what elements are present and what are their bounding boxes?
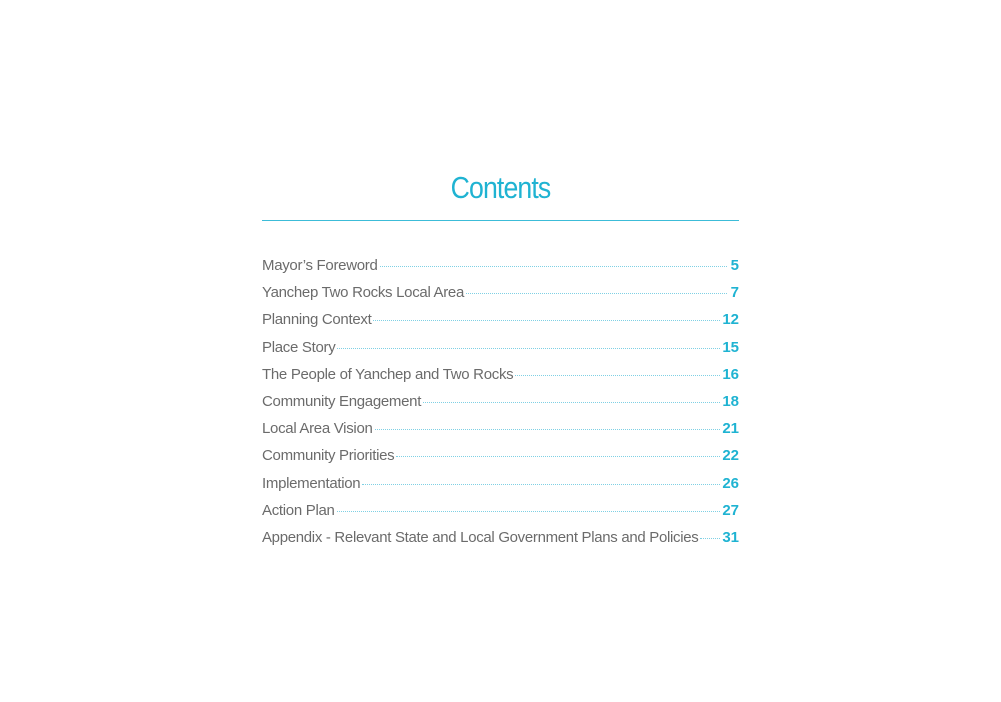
dot-leader	[375, 429, 721, 430]
toc-entry-community-priorities[interactable]	[262, 446, 739, 473]
title-divider	[262, 220, 739, 221]
toc-entry-page-number: 15	[722, 338, 739, 356]
dot-leader	[466, 293, 727, 294]
toc-entry-page-number: 7	[730, 284, 739, 302]
dot-leader	[373, 320, 720, 321]
toc-entry-page-number: 12	[722, 311, 739, 329]
toc-entry-page-number: 26	[722, 474, 739, 492]
table-of-contents	[262, 256, 739, 555]
dot-leader	[337, 348, 720, 349]
toc-entry-appendix[interactable]	[262, 528, 739, 555]
toc-entry-community-engagement[interactable]	[262, 392, 739, 419]
toc-entry-label: Local Area Vision	[262, 420, 373, 438]
toc-entry-action-plan[interactable]	[262, 501, 739, 528]
dot-leader	[423, 402, 720, 403]
dot-leader	[515, 375, 720, 376]
toc-entry-label: Community Engagement	[262, 392, 422, 410]
dot-leader	[362, 484, 720, 485]
toc-entry-page-number: 16	[722, 365, 739, 383]
page-title: Contents	[450, 170, 551, 205]
toc-entry-planning-context[interactable]	[262, 310, 739, 337]
toc-entry-implementation[interactable]	[262, 474, 739, 501]
toc-entry-label: Community Priorities	[262, 447, 395, 465]
toc-entry-label: Implementation	[262, 474, 361, 492]
toc-entry-page-number: 21	[722, 420, 739, 438]
toc-entry-label: Yanchep Two Rocks Local Area	[262, 284, 465, 302]
toc-entry-place-story[interactable]	[262, 338, 739, 365]
dot-leader	[337, 511, 721, 512]
toc-entry-page-number: 22	[722, 447, 739, 465]
dot-leader	[380, 266, 727, 267]
toc-entry-page-number: 18	[722, 392, 739, 410]
toc-entry-local-area[interactable]	[262, 283, 739, 310]
toc-entry-people[interactable]	[262, 365, 739, 392]
toc-entry-label: Appendix - Relevant State and Local Government Plans and Policies	[262, 528, 699, 546]
toc-entry-label: Place Story	[262, 338, 336, 356]
toc-entry-page-number: 27	[722, 501, 739, 519]
toc-entry-mayors-foreword[interactable]	[262, 256, 739, 283]
dot-leader	[700, 538, 720, 539]
toc-entry-label: Planning Context	[262, 311, 372, 329]
dot-leader	[396, 456, 720, 457]
toc-entry-page-number: 31	[722, 528, 739, 546]
toc-entry-label: Action Plan	[262, 501, 335, 519]
toc-entry-label: The People of Yanchep and Two Rocks	[262, 365, 514, 383]
toc-entry-local-area-vision[interactable]	[262, 419, 739, 446]
toc-entry-label: Mayor’s Foreword	[262, 257, 378, 274]
toc-entry-page-number: 5	[730, 257, 739, 274]
